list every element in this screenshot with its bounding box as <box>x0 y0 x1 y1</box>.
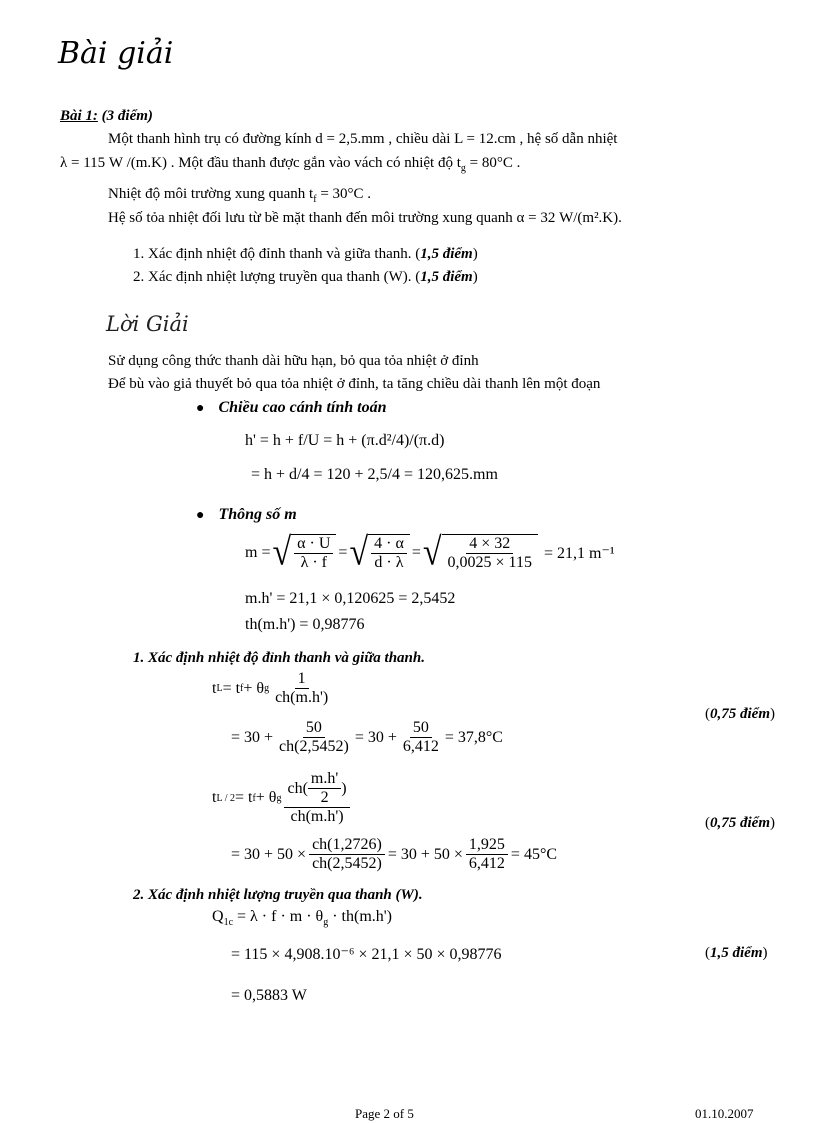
eq-tL2-value: = 30 + 50 × $\frac{ch(1,2726)}{ch(2,5452)}$ = 30 + 50 × $\frac{1,925}{6,412}$ = 45°C <box>231 836 558 872</box>
page-date: 01.10.2007 <box>695 1106 754 1121</box>
page-number: Page 2 of 5 <box>355 1106 414 1121</box>
eq-q-value: = 115 × 4,908.10⁻⁶ × 21,1 × 50 × 0,98776 <box>231 946 502 963</box>
eq-q-result: = 0,5883 W <box>231 987 307 1004</box>
problem-points: (3 điểm) <box>97 108 153 124</box>
points-part2: (1,5 điểm) <box>705 945 768 961</box>
sqrt-3: √ $\frac{4 \times 32}{0,0025 \times 115}$ <box>423 534 538 572</box>
sqrt-1: √ $\frac{\alpha \cdot U}{\lambda \cdot f}$ <box>272 534 336 572</box>
problem-line-4: Hệ số tỏa nhiệt đối lưu từ bề mặt thanh đến môi trường xung quanh α = 32 W/(m².K). <box>108 210 622 226</box>
page-title: Bài giải <box>58 36 174 71</box>
problem-line-2: λ = 115 W /(m.K) . Một đầu thanh được gắn vào vách có nhiệt độ $t_g = 80^\circ C$ . <box>60 155 521 174</box>
eq-m: m = √ $\frac{\alpha \cdot U}{\lambda \cdot f}$ = √ $\frac{4 \cdot \alpha}{d \cdot \lambda}$ = √ $\frac{4 \times 32}{0,0025 \times 115}$ = 21,1 m⁻¹ <box>245 531 615 574</box>
problem-line-3: Nhiệt độ môi trường xung quanh $t_f = 30^\circ C$ . <box>108 186 372 205</box>
eq-q: $Q_{1c} = \lambda \cdot f \cdot m \cdot \theta_g \cdot th(m.h')$ <box>212 908 392 929</box>
problem-label: Bài 1: <box>60 108 98 124</box>
solution-heading: Lời Giải <box>106 312 189 336</box>
problem-line-1: Một thanh hình trụ có đường kính d = 2,5.mm , chiều dài L = 12.cm , hệ số dẫn nhiệt <box>108 131 618 147</box>
eq-h-2: = h + d/4 = 120 + 2,5/4 = 120,625.mm <box>251 466 498 483</box>
bullet-height: ● Chiều cao cánh tính toán <box>196 399 387 416</box>
points-part1a: (0,75 điểm) <box>705 706 775 722</box>
eq-tL2: t L / 2 = t f + θ g ch( $\frac{m.h'}{2}$ ) ch(m.h') <box>212 770 353 826</box>
part2-title: 2. Xác định nhiệt lượng truyền qua thanh (W). <box>133 887 423 903</box>
sqrt-2: √ $\frac{4 \cdot \alpha}{d \cdot \lambda}$ <box>349 534 409 572</box>
problem-heading <box>60 108 153 125</box>
eq-tL-value: = 30 + $\frac{50}{ch(2,5452)}$ = 30 + $\frac{50}{6,412}$ = 37,8°C <box>231 719 503 755</box>
eq-mh: m.h' = 21,1 × 0,120625 = 2,5452 <box>245 590 456 607</box>
bullet-dot-icon: ● <box>196 401 205 416</box>
part1-title: 1. Xác định nhiệt độ đỉnh thanh và giữa thanh. <box>133 650 425 666</box>
task-item-2: 2. Xác định nhiệt lượng truyền qua thanh (W). (1,5 điểm) <box>133 269 478 285</box>
bullet-dot-icon: ● <box>196 508 205 523</box>
solution-intro-2: Để bù vào giả thuyết bỏ qua tỏa nhiệt ở đỉnh, ta tăng chiều dài thanh lên một đoạn <box>108 376 601 392</box>
points-part1b: (0,75 điểm) <box>705 815 775 831</box>
eq-h-1: h' = h + f/U = h + (π.d²/4)/(π.d) <box>245 432 445 449</box>
eq-tL: t L = t f + θ g $\frac{1}{ch(m.h')}$ <box>212 670 329 706</box>
eq-th: th(m.h') = 0,98776 <box>245 616 365 633</box>
task-item-1: 1. Xác định nhiệt độ đỉnh thanh và giữa thanh. (1,5 điểm) <box>133 246 478 262</box>
solution-intro-1: Sử dụng công thức thanh dài hữu hạn, bỏ qua tỏa nhiệt ở đỉnh <box>108 353 479 369</box>
bullet-m: ● Thông số m <box>196 506 297 523</box>
